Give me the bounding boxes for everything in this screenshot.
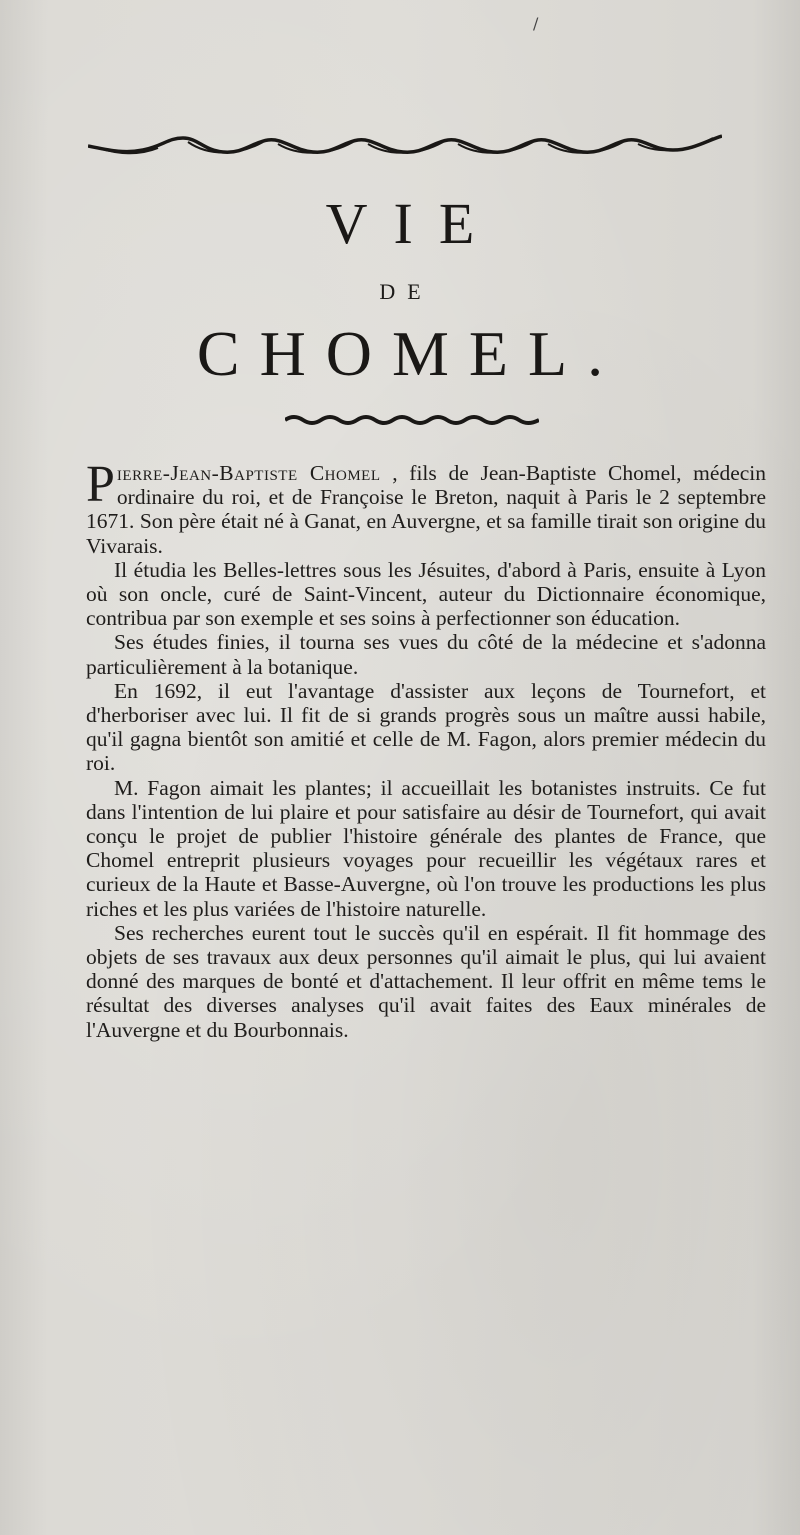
page-mark: / bbox=[533, 14, 539, 33]
drop-cap: P bbox=[86, 456, 115, 513]
biography-text bbox=[86, 456, 766, 1042]
title-vie: VIE bbox=[325, 191, 501, 256]
rule-ornament bbox=[285, 412, 539, 428]
paragraph-3: Ses études finies, il tourna ses vues du côté de la médecine et s'adonna particulièrement à la botanique. bbox=[86, 630, 766, 679]
paragraph-5: M. Fagon aimait les plantes; il accueillait les botanistes instruits. Ce fut dans l'intention de lui plaire et pour satisfaire au désir de Tournefort, qui avait conçu le projet de publier l'histoire générale des plantes de France, que Chomel entreprit plusieurs voyages pour recueillir les végétaux rares et curieux de la Haute et Basse-Auvergne, où l'on trouve les productions les plus riches et les plus variées de l'histoire naturelle. bbox=[86, 775, 766, 921]
title-chomel: CHOMEL. bbox=[196, 318, 624, 389]
wave-ornament-top bbox=[88, 128, 722, 162]
subject-name: ierre-Jean-Baptiste Chomel bbox=[116, 461, 381, 485]
title-de: DE bbox=[379, 279, 433, 304]
paragraph-1-text: , fils de Jean-Baptiste Chomel, médecin ordinaire du roi, et de Françoise le Breton, naquit à Paris le 2 septembre 1671. Son père était né à Ganat, en Auvergne, et sa famille tirait son origine du Vivarais. bbox=[86, 461, 766, 558]
paragraph-1 bbox=[86, 456, 766, 558]
paragraph-6: Ses recherches eurent tout le succès qu'il en espérait. Il fit hommage des objets de ses travaux aux deux personnes qu'il aimait le plus, qui lui avaient donné des marques de bonté et d'attachement. Il leur offrit en même tems le résultat des diverses analyses qu'il avait faites des Eaux minérales de l'Auvergne et du Bourbonnais. bbox=[86, 920, 766, 1042]
paragraph-4: En 1692, il eut l'avantage d'assister aux leçons de Tournefort, et d'herboriser avec lui. Il fit de si grands progrès sous un maître aussi habile, qu'il gagna bientôt son amitié et celle de M. Fagon, alors premier médecin du roi. bbox=[86, 678, 766, 776]
paragraph-2: Il étudia les Belles-lettres sous les Jésuites, d'abord à Paris, ensuite à Lyon où son oncle, curé de Saint-Vincent, auteur du Dictionnaire économique, contribua par son exemple et ses soins à perfectionner son éducation. bbox=[86, 557, 766, 631]
